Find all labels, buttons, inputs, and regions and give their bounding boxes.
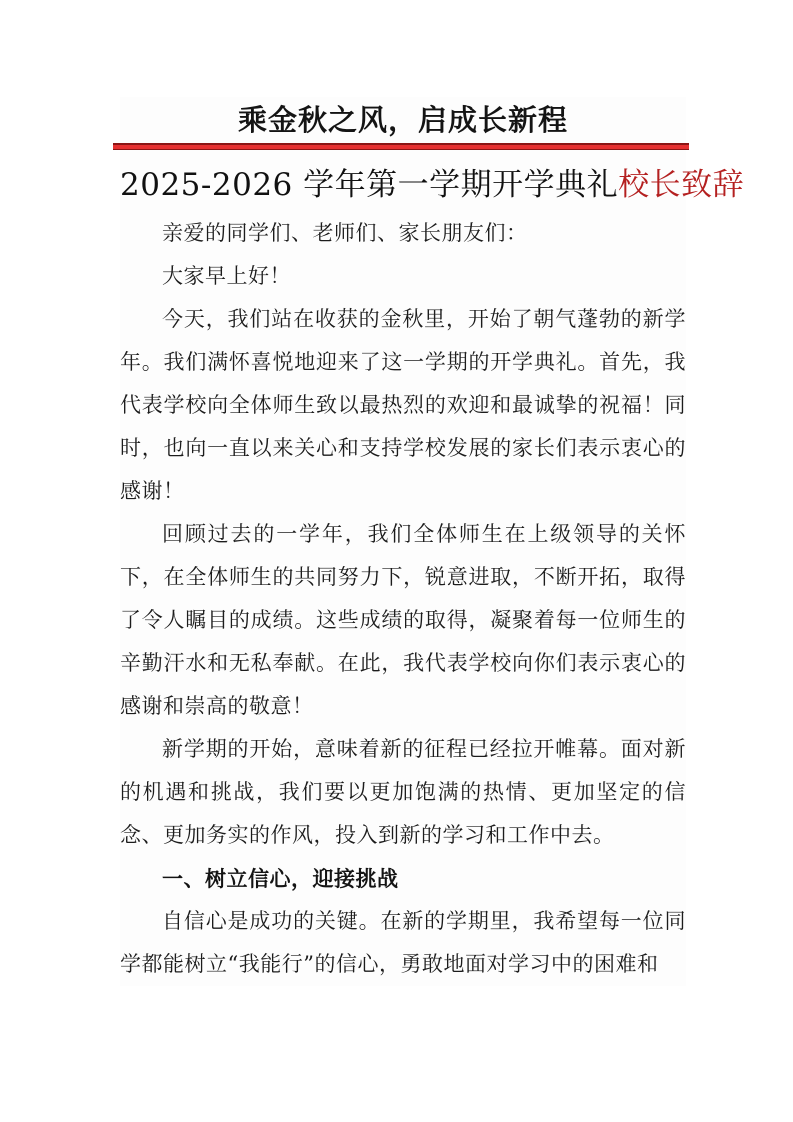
doc-title (120, 162, 745, 208)
paragraph-welcome: 今天，我们站在收获的金秋里，开始了朝气蓬勃的新学年。我们满怀喜悦地迎来了这一学期的开学典礼。首先，我代表学校向全体师生致以最热烈的欢迎和最诚挚的祝福！同时，也向一直以来关心和支持学校发展的家长们表示衷心的感谢！ (120, 307, 686, 503)
paragraph-greeting: 大家早上好！ (162, 264, 291, 288)
document-content (120, 97, 745, 986)
paragraph-salutation: 亲爱的同学们、老师们、家长朋友们： (162, 221, 528, 245)
banner-title: 乘金秋之风，启成长新程 (237, 103, 568, 137)
speech-body (120, 212, 686, 986)
section-heading-1: 一、树立信心，迎接挑战 (162, 866, 399, 891)
paragraph-review: 回顾过去的一学年，我们全体师生在上级领导的关怀下，在全体师生的共同努力下，锐意进取，不断开拓，取得了令人瞩目的成绩。这些成绩的取得，凝聚着每一位师生的辛勤汗水和无私奉献。在此，我代表学校向你们表示衷心的感谢和崇高的敬意！ (120, 522, 686, 718)
banner-divider-rule (113, 143, 689, 150)
paragraph-new-term: 新学期的开始，意味着新的征程已经拉开帷幕。面对新的机遇和挑战，我们要以更加饱满的热情、更加坚定的信念、更加务实的作风，投入到新的学习和工作中去。 (120, 737, 686, 847)
doc-title-highlight: 校长致辞 (618, 167, 745, 203)
paragraph-confidence: 自信心是成功的关键。在新的学期里，我希望每一位同学都能树立“我能行”的信心，勇敢地面对学习中的困难和 (120, 909, 686, 976)
doc-title-main: 2025-2026 学年第一学期开学典礼 (120, 167, 619, 203)
